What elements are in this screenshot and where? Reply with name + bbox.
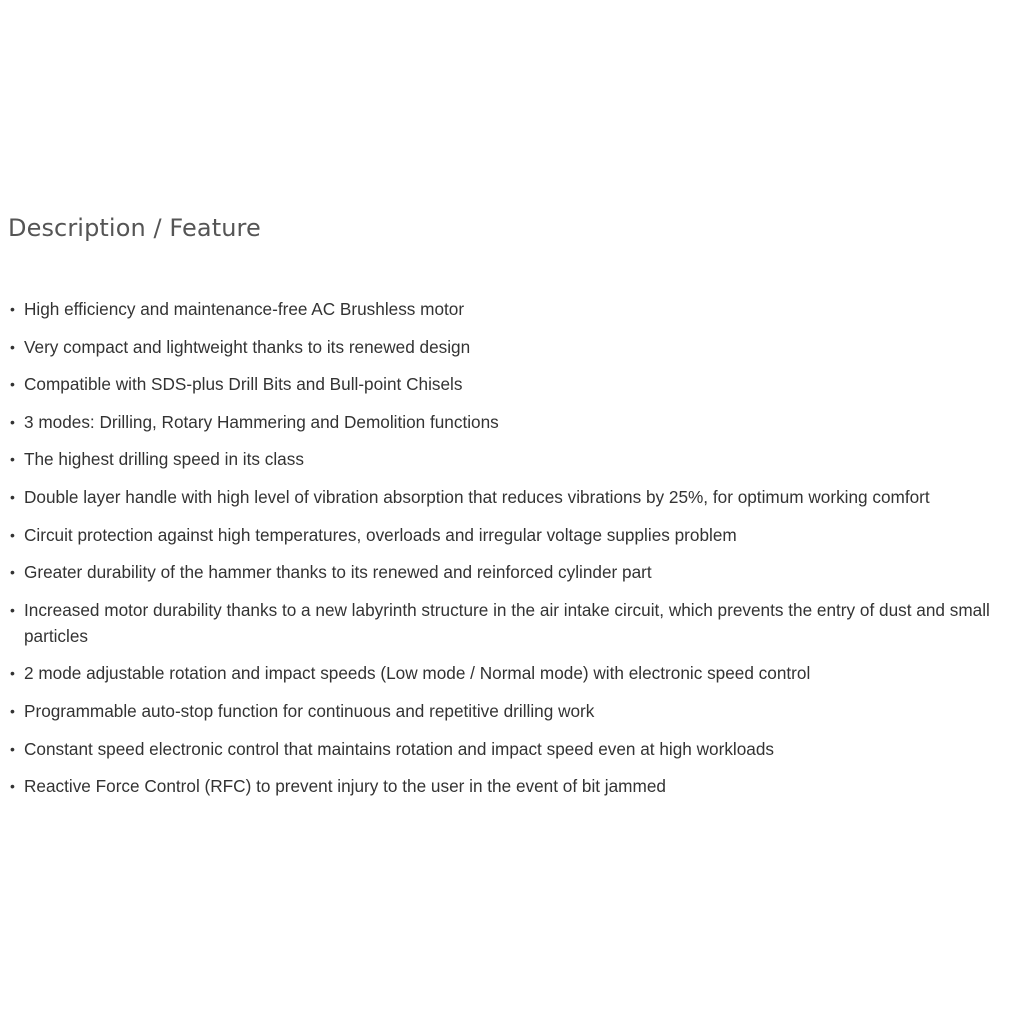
- feature-text: Constant speed electronic control that maintains rotation and impact speed even at high workloads: [24, 738, 775, 759]
- feature-item: [10, 698, 1016, 724]
- feature-text: Reactive Force Control (RFC) to prevent injury to the user in the event of bit jammed: [24, 776, 666, 797]
- feature-item: [10, 296, 1016, 322]
- feature-text: Increased motor durability thanks to a new labyrinth structure in the air intake circuit, which prevents the entry of dust and small particles: [24, 599, 990, 646]
- feature-item: [10, 597, 1016, 649]
- bullet-icon: •: [10, 740, 15, 757]
- feature-text: Double layer handle with high level of vibration absorption that reduces vibrations by 25%, for optimum working comfort: [24, 486, 930, 507]
- feature-text: The highest drilling speed in its class: [24, 449, 304, 470]
- bullet-icon: •: [10, 301, 15, 317]
- feature-list: [10, 296, 1016, 811]
- feature-text: 2 mode adjustable rotation and impact speeds (Low mode / Normal mode) with electronic speed control: [24, 663, 811, 684]
- bullet-icon: •: [10, 413, 15, 430]
- feature-text: Compatible with SDS-plus Drill Bits and Bull-point Chisels: [24, 374, 463, 395]
- bullet-icon: •: [10, 564, 15, 581]
- feature-item: [10, 522, 1016, 548]
- feature-item: [10, 371, 1016, 397]
- bullet-icon: •: [10, 338, 15, 355]
- feature-item: [10, 559, 1016, 585]
- feature-text: 3 modes: Drilling, Rotary Hammering and Demolition functions: [24, 411, 499, 432]
- bullet-icon: •: [10, 778, 15, 795]
- feature-text: Very compact and lightweight thanks to its renewed design: [24, 336, 471, 357]
- bullet-icon: •: [10, 665, 15, 682]
- feature-text: High efficiency and maintenance-free AC Brushless motor: [24, 299, 465, 319]
- feature-text: Greater durability of the hammer thanks to its renewed and reinforced cylinder part: [24, 562, 652, 583]
- feature-item: [10, 773, 1016, 799]
- feature-item: [10, 334, 1016, 360]
- feature-text: Circuit protection against high temperatures, overloads and irregular voltage supplies problem: [24, 524, 737, 545]
- bullet-icon: •: [10, 601, 15, 618]
- feature-item: [10, 446, 1016, 472]
- bullet-icon: •: [10, 488, 15, 505]
- feature-item: [10, 409, 1016, 435]
- feature-text: Programmable auto-stop function for continuous and repetitive drilling work: [24, 700, 595, 721]
- feature-item: [10, 484, 1016, 510]
- bullet-icon: •: [10, 702, 15, 719]
- bullet-icon: •: [10, 451, 15, 468]
- feature-item: [10, 660, 1016, 686]
- section-title: Description / Feature: [8, 214, 261, 242]
- feature-item: [10, 736, 1016, 762]
- bullet-icon: •: [10, 526, 15, 543]
- bullet-icon: •: [10, 376, 15, 393]
